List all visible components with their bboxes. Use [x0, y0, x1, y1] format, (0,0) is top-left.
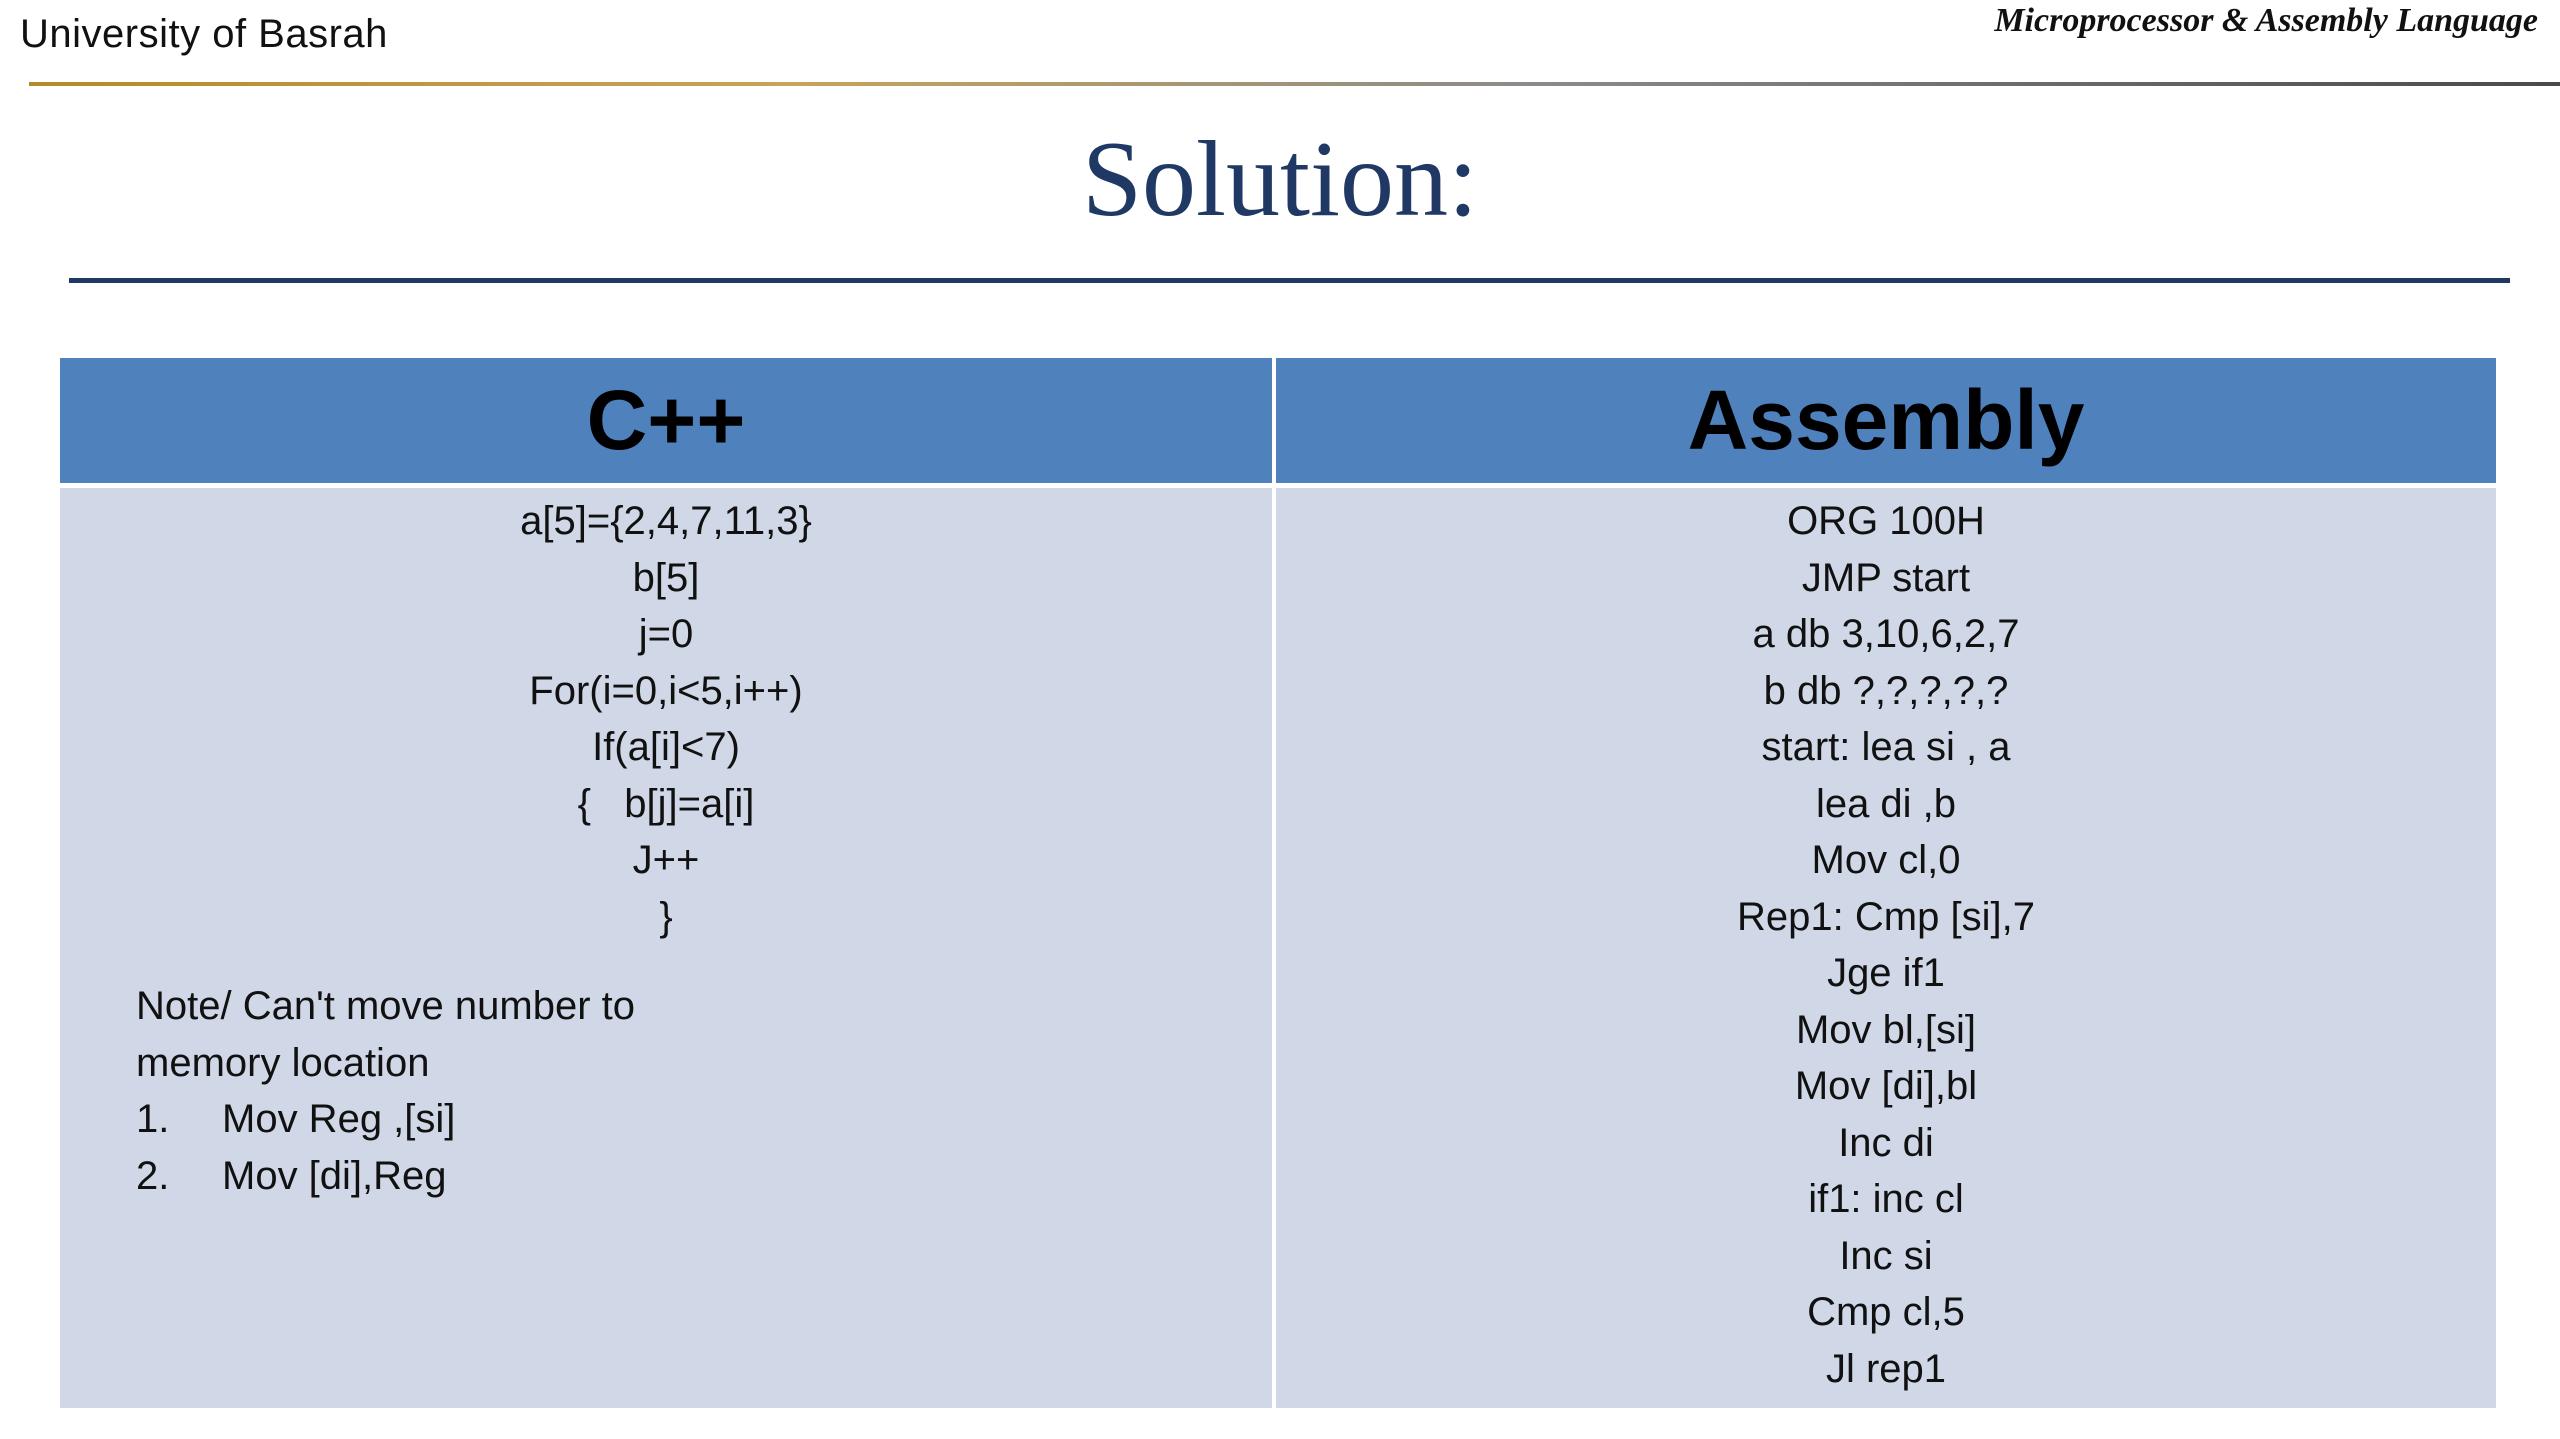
cpp-code-line: J++ — [632, 838, 700, 882]
cpp-code-block — [60, 488, 1272, 945]
note-item-number: 1. — [136, 1097, 170, 1141]
asm-code-line: Inc di — [1838, 1120, 1934, 1165]
institution-name: University of Basrah — [20, 12, 388, 56]
asm-code-line: Mov bl,[si] — [1795, 1007, 1977, 1052]
asm-code-line: Mov cl,0 — [1811, 838, 1961, 882]
cpp-code-line: { b[j]=a[i] — [577, 781, 755, 826]
asm-code-line: Mov [di],bl — [1794, 1064, 1978, 1108]
note-block — [136, 978, 635, 1204]
asm-code-line: Rep1: Cmp [si],7 — [1737, 894, 2035, 939]
cpp-code-line: If(a[i]<7) — [592, 725, 740, 769]
slide-title: Solution: — [1081, 120, 1479, 239]
asm-code-line: start: lea si , a — [1761, 725, 2011, 769]
note-item-text: Mov Reg ,[si] — [222, 1097, 456, 1141]
note-line: memory location — [136, 1040, 430, 1085]
assembly-code-block — [1276, 488, 2496, 1397]
note-item-text: Mov [di],Reg — [222, 1153, 447, 1198]
column-header-cpp: C++ — [60, 358, 1276, 488]
asm-code-line: Inc si — [1839, 1233, 1933, 1278]
cpp-code-cell — [60, 488, 1276, 1408]
asm-code-line: b db ?,?,?,?,? — [1763, 668, 2009, 713]
note-list-item — [136, 1148, 635, 1205]
cpp-code-line: b[5] — [632, 555, 700, 600]
asm-code-line: Jl rep1 — [1825, 1346, 1947, 1391]
column-header-assembly: Assembly — [1276, 358, 2496, 488]
note-item-number: 2. — [136, 1153, 170, 1198]
asm-code-line: Cmp cl,5 — [1807, 1290, 1965, 1334]
assembly-code-cell — [1276, 488, 2496, 1408]
cpp-code-line: For(i=0,i<5,i++) — [529, 668, 803, 713]
note-list-item — [136, 1091, 635, 1148]
cpp-code-line: j=0 — [638, 612, 694, 656]
asm-code-line: a db 3,10,6,2,7 — [1752, 612, 2020, 656]
asm-code-line: lea di ,b — [1815, 781, 1957, 826]
cpp-code-line: a[5]={2,4,7,11,3} — [520, 499, 812, 543]
asm-code-line: JMP start — [1801, 555, 1971, 600]
asm-code-line: ORG 100H — [1787, 499, 1985, 543]
cpp-code-line: } — [659, 894, 673, 939]
title-divider — [69, 278, 2510, 283]
asm-code-line: if1: inc cl — [1808, 1177, 1964, 1221]
note-line: Note/ Can't move number to — [136, 984, 635, 1028]
header-divider — [29, 82, 2560, 86]
course-title: Microprocessor & Assembly Language — [1994, 2, 2538, 39]
asm-code-line: Jge if1 — [1827, 951, 1945, 995]
comparison-table — [60, 358, 2496, 1408]
